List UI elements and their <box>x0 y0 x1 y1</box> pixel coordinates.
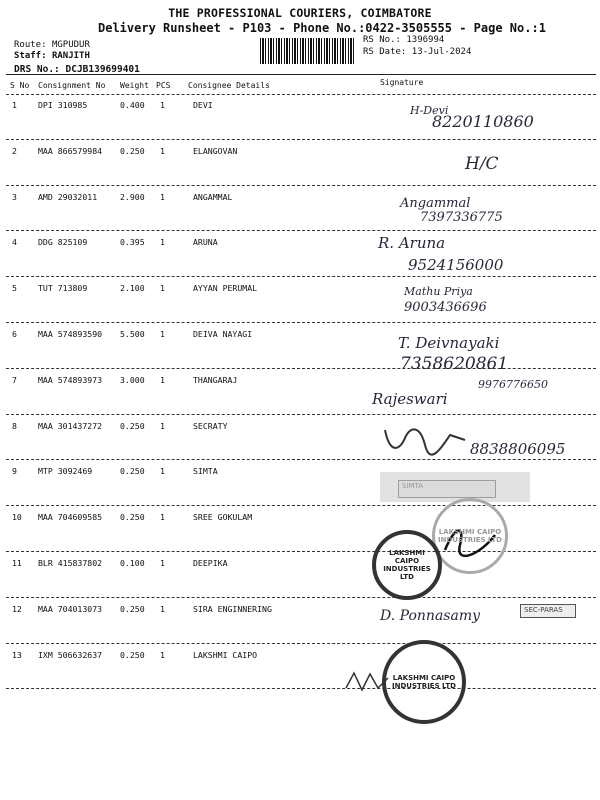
row-12-sno: 12 <box>12 603 22 614</box>
signature-phone-row-8: 8838806095 <box>470 440 566 458</box>
row-8-consignment: MAA 301437272 <box>38 420 103 431</box>
staff-value: RANJITH <box>51 51 90 61</box>
row-5-divider <box>6 322 596 323</box>
rs-date-value: 13-Jul-2024 <box>411 47 472 57</box>
row-12-weight: 0.250 <box>120 603 145 614</box>
lakshmi-stamp-text: LAKSHMI CAIPO INDUSTRIES LTD <box>392 674 456 690</box>
row-1-weight: 0.400 <box>120 100 145 110</box>
row-2-consignee: ELANGOVAN <box>193 145 238 156</box>
row-9-consignment: MTP 3092469 <box>38 466 93 477</box>
row-10-consignment: MAA 704609585 <box>38 512 103 523</box>
smudge-row-9 <box>380 472 530 502</box>
row-11-sno: 11 <box>12 558 22 568</box>
col-header-pcs: PCS <box>156 81 171 90</box>
signature-phone-row-3: 7397336775 <box>420 210 503 225</box>
row-6-sno: 6 <box>12 329 17 339</box>
row-1-pcs: 1 <box>160 100 165 110</box>
lakshmi-caipo-stamp <box>382 640 466 724</box>
col-header-weight: Weight <box>120 81 149 90</box>
col-header-consignee: Consignee Details <box>188 81 270 90</box>
row-8-pcs: 1 <box>160 420 165 431</box>
row-7-divider <box>6 414 596 415</box>
faint-company-stamp <box>432 498 508 574</box>
row-1-consignee: DEVI <box>193 100 213 110</box>
row-10-consignee: SREE GOKULAM <box>193 512 253 523</box>
staff-line <box>14 51 90 61</box>
route-line <box>14 40 90 50</box>
row-3-consignee: ANGAMMAL <box>193 191 233 202</box>
row-7-consignment: MAA 574893973 <box>38 374 103 385</box>
row-4-divider <box>6 276 596 277</box>
row-5-consignment: TUT 713809 <box>38 283 88 294</box>
route-label: Route: <box>14 40 47 50</box>
row-6-weight: 5.500 <box>120 329 145 339</box>
row-1-consignment: DPI 310985 <box>38 100 88 110</box>
signature-row-6: T. Deivnayaki <box>398 334 500 352</box>
row-9-divider <box>6 505 596 506</box>
row-6-pcs: 1 <box>160 329 165 339</box>
row-7-weight: 3.000 <box>120 374 145 385</box>
signature-phone-row-5: 9003436696 <box>404 300 487 315</box>
row-6-consignment: MAA 574893590 <box>38 329 103 339</box>
row-1-sno: 1 <box>12 100 17 110</box>
row-10-divider <box>6 551 596 552</box>
row-5-weight: 2.100 <box>120 283 145 294</box>
row-4-weight: 0.395 <box>120 237 145 248</box>
faint-stamp-text: LAKSHMI CAIPO INDUSTRIES LTD <box>438 528 502 544</box>
row-7-sno: 7 <box>12 374 17 385</box>
row-11-consignment: BLR 415837802 <box>38 558 103 568</box>
col-header-consignment: Consignment No <box>38 81 106 90</box>
row-3-divider <box>6 230 596 231</box>
scribble-signature-8 <box>380 420 470 460</box>
rs-date-label: RS Date: <box>363 47 407 57</box>
signature-row-2: H/C <box>465 154 499 174</box>
row-13-consignment: IXM 506632637 <box>38 649 103 660</box>
drs-value: DCJB139699401 <box>65 64 140 75</box>
row-12-consignee: SIRA ENGINNERING <box>193 603 272 614</box>
signature-phone-row-7: 9976776650 <box>478 378 548 391</box>
signature-phone-row-4: 9524156000 <box>408 256 504 274</box>
row-4-consignment: DDG 825109 <box>38 237 88 248</box>
row-11-pcs: 1 <box>160 558 165 568</box>
row-3-consignment: AMD 29032011 <box>38 191 98 202</box>
signature-row-7: Rajeswari <box>372 390 448 408</box>
row-9-consignee: SIMTA <box>193 466 218 477</box>
signature-row-1: H-Devi <box>410 104 449 117</box>
row-3-sno: 3 <box>12 191 17 202</box>
row-2-consignment: MAA 866579984 <box>38 145 103 156</box>
signature-row-3: Angammal <box>400 196 471 211</box>
signature-phone-row-1: 8220110860 <box>432 112 534 131</box>
row-2-sno: 2 <box>12 145 17 156</box>
route-value: MGPUDUR <box>51 40 90 50</box>
barcode <box>260 38 356 64</box>
row-5-sno: 5 <box>12 283 17 294</box>
row-11-consignee: DEEPIKA <box>193 558 228 568</box>
round-company-stamp <box>372 530 442 600</box>
company-title: THE PROFESSIONAL COURIERS, COIMBATORE <box>168 6 432 20</box>
round-stamp-text: LAKSHMI CAIPO INDUSTRIES LTD <box>383 549 431 581</box>
signature-row-4: R. Aruna <box>378 234 446 252</box>
signature-row-12: D. Ponnasamy <box>380 608 481 624</box>
table-header-rule <box>6 94 596 95</box>
row-4-sno: 4 <box>12 237 17 248</box>
row-5-pcs: 1 <box>160 283 165 294</box>
col-header-signature: Signature <box>380 78 424 87</box>
row-5-consignee: AYYAN PERUMAL <box>193 283 258 294</box>
row-7-pcs: 1 <box>160 374 165 385</box>
row-10-sno: 10 <box>12 512 22 523</box>
rs-date-line <box>363 47 471 57</box>
row-8-weight: 0.250 <box>120 420 145 431</box>
staff-label: Staff: <box>14 51 47 61</box>
row-13-divider <box>6 688 596 689</box>
row-1-divider <box>6 139 596 140</box>
row-8-consignee: SECRATY <box>193 420 228 431</box>
runsheet-title: Delivery Runsheet - P103 - Phone No.:0422-3505555 - Page No.:1 <box>98 21 546 35</box>
table-top-rule <box>6 74 596 75</box>
row-13-sno: 13 <box>12 649 22 660</box>
row-4-consignee: ARUNA <box>193 237 218 248</box>
row-9-sno: 9 <box>12 466 17 477</box>
row-13-consignee: LAKSHMI CAIPO <box>193 649 258 660</box>
stamp-box-row-12-text: SEC-PARAS <box>524 606 563 614</box>
row-11-weight: 0.100 <box>120 558 145 568</box>
rs-no-value: 1396994 <box>406 35 445 45</box>
row-2-weight: 0.250 <box>120 145 145 156</box>
col-header-sno: S No <box>10 81 30 90</box>
row-10-pcs: 1 <box>160 512 165 523</box>
row-8-divider <box>6 459 596 460</box>
row-3-pcs: 1 <box>160 191 165 202</box>
signature-phone-row-6: 7358620861 <box>400 354 509 374</box>
row-8-sno: 8 <box>12 420 17 431</box>
row-12-pcs: 1 <box>160 603 165 614</box>
row-9-pcs: 1 <box>160 466 165 477</box>
scribble-signature-13 <box>344 668 394 698</box>
row-7-consignee: THANGARAJ <box>193 374 238 385</box>
row-2-divider <box>6 185 596 186</box>
row-11-divider <box>6 597 596 598</box>
row-9-weight: 0.250 <box>120 466 145 477</box>
row-3-weight: 2.900 <box>120 191 145 202</box>
row-13-pcs: 1 <box>160 649 165 660</box>
stamp-box-row-12 <box>520 604 576 618</box>
row-2-pcs: 1 <box>160 145 165 156</box>
row-13-weight: 0.250 <box>120 649 145 660</box>
drs-label: DRS No.: <box>14 64 60 75</box>
row-10-weight: 0.250 <box>120 512 145 523</box>
row-12-consignment: MAA 704013073 <box>38 603 103 614</box>
row-12-divider <box>6 643 596 644</box>
row-6-consignee: DEIVA NAYAGI <box>193 329 253 339</box>
signature-row-5: Mathu Priya <box>404 285 473 298</box>
rs-no-label: RS No.: <box>363 35 401 45</box>
rs-no-line <box>363 35 444 45</box>
row-4-pcs: 1 <box>160 237 165 248</box>
